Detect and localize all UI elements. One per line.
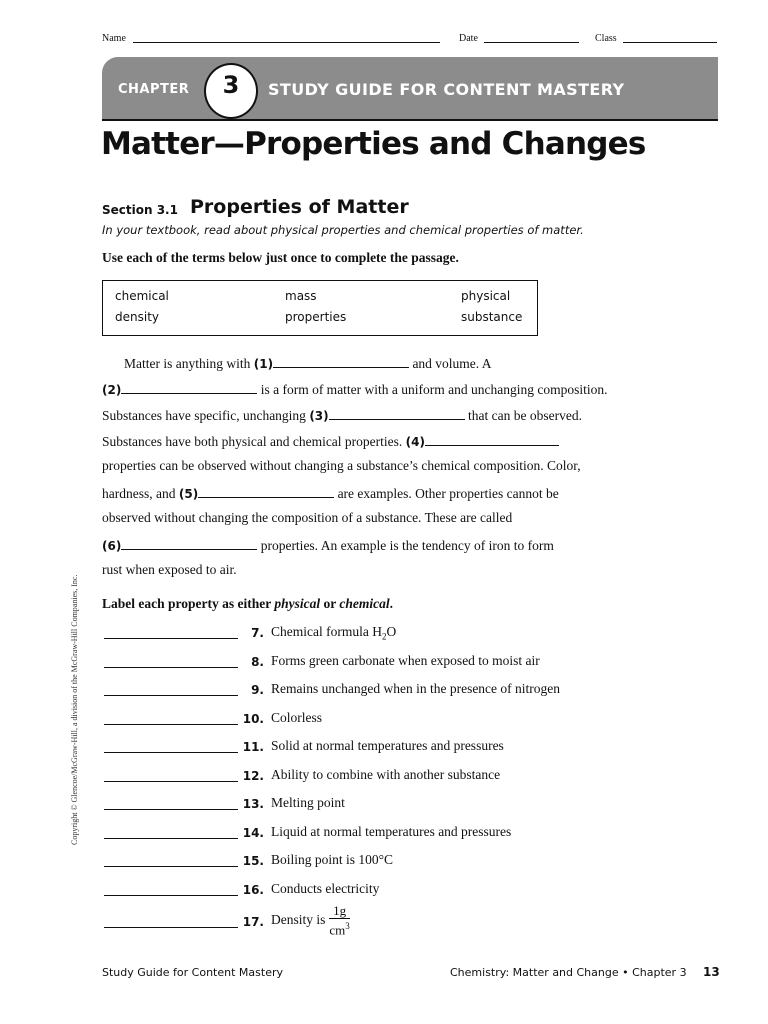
instruction-text: . bbox=[389, 596, 393, 611]
question-number: 13. bbox=[242, 797, 264, 811]
blank-number: (6) bbox=[102, 539, 122, 553]
passage-text: that can be observed. bbox=[468, 408, 582, 423]
term-item: substance bbox=[461, 310, 523, 324]
passage-line bbox=[102, 406, 582, 424]
page-title: Matter—Properties and Changes bbox=[101, 126, 646, 162]
chapter-label: CHAPTER bbox=[118, 82, 190, 97]
class-label: Class bbox=[595, 33, 617, 44]
term-item: density bbox=[115, 310, 159, 324]
term-item: mass bbox=[285, 289, 317, 303]
passage-text: hardness, and bbox=[102, 486, 176, 501]
blank-number: (4) bbox=[405, 435, 425, 449]
answer-line-8[interactable] bbox=[104, 667, 238, 668]
question-number: 10. bbox=[242, 712, 264, 726]
question-text bbox=[271, 624, 396, 642]
formula-subscript: 2 bbox=[381, 631, 387, 642]
question-label: Density is bbox=[271, 912, 326, 928]
question-label: O bbox=[386, 624, 397, 639]
blank-2[interactable] bbox=[121, 380, 257, 394]
answer-line-13[interactable] bbox=[104, 809, 238, 810]
answer-line-12[interactable] bbox=[104, 781, 238, 782]
question-number: 11. bbox=[242, 740, 264, 754]
answer-line-9[interactable] bbox=[104, 695, 238, 696]
passage-line bbox=[102, 536, 554, 554]
blank-5[interactable] bbox=[198, 484, 334, 498]
blank-4[interactable] bbox=[425, 432, 559, 446]
passage-text: Substances have both physical and chemical properties. bbox=[102, 434, 403, 449]
blank-number: (3) bbox=[309, 409, 329, 423]
question-number: 12. bbox=[242, 769, 264, 783]
blank-3[interactable] bbox=[329, 406, 465, 420]
passage-line: observed without changing the composition of a substance. These are called bbox=[102, 510, 513, 525]
option-physical: physical bbox=[274, 596, 321, 611]
answer-line-16[interactable] bbox=[104, 895, 238, 896]
blank-number: (5) bbox=[178, 487, 199, 501]
date-label: Date bbox=[459, 33, 478, 44]
question-text: Ability to combine with another substance bbox=[271, 767, 501, 782]
passage-line bbox=[102, 432, 559, 450]
answer-line-11[interactable] bbox=[104, 752, 238, 753]
question-number: 14. bbox=[242, 826, 264, 840]
question-text: Colorless bbox=[271, 710, 323, 725]
term-item: physical bbox=[461, 289, 511, 303]
question-number: 17. bbox=[242, 915, 264, 929]
instruction-text: Label each property as either bbox=[102, 596, 271, 611]
question-text bbox=[271, 903, 350, 937]
blank-number: (2) bbox=[102, 383, 122, 397]
question-text: Liquid at normal temperatures and pressures bbox=[271, 824, 512, 839]
passage-line: rust when exposed to air. bbox=[102, 562, 237, 577]
name-field[interactable] bbox=[133, 42, 440, 43]
passage-text: is a form of matter with a uniform and unchanging composition. bbox=[260, 382, 608, 397]
question-text: Conducts electricity bbox=[271, 881, 380, 896]
passage-text: and volume. A bbox=[412, 356, 492, 371]
density-fraction bbox=[329, 903, 349, 937]
passage-line bbox=[124, 354, 492, 372]
fraction-denominator-unit: cm bbox=[329, 922, 346, 938]
section-intro: In your textbook, read about physical properties and chemical properties of matter. bbox=[102, 223, 584, 237]
section-number: Section 3.1 bbox=[102, 203, 178, 217]
question-label: Chemical formula H bbox=[271, 624, 382, 639]
passage-text: Substances have specific, unchanging bbox=[102, 408, 306, 423]
term-item: properties bbox=[285, 310, 347, 324]
label-instruction bbox=[102, 596, 393, 612]
fraction-numerator: 1g bbox=[329, 903, 349, 919]
answer-line-10[interactable] bbox=[104, 724, 238, 725]
question-text: Melting point bbox=[271, 795, 345, 810]
blank-1[interactable] bbox=[273, 354, 409, 368]
question-number: 15. bbox=[242, 854, 264, 868]
question-number: 7. bbox=[251, 626, 264, 640]
blank-6[interactable] bbox=[121, 536, 257, 550]
banner-title: STUDY GUIDE FOR CONTENT MASTERY bbox=[268, 80, 625, 99]
date-field[interactable] bbox=[484, 42, 579, 43]
name-label: Name bbox=[102, 33, 126, 44]
question-text: Boiling point is 100°C bbox=[271, 852, 394, 867]
answer-line-7[interactable] bbox=[104, 638, 238, 639]
class-field[interactable] bbox=[623, 42, 717, 43]
chapter-number: 3 bbox=[222, 71, 240, 99]
instruction-text: or bbox=[323, 596, 336, 611]
passage-line: properties can be observed without changing a substance’s chemical composition. Color, bbox=[102, 458, 581, 473]
question-text: Remains unchanged when in the presence of nitrogen bbox=[271, 681, 561, 696]
term-item: chemical bbox=[115, 289, 169, 303]
question-text: Solid at normal temperatures and pressures bbox=[271, 738, 504, 753]
passage-text: properties. An example is the tendency of iron to form bbox=[260, 538, 554, 553]
option-chemical: chemical bbox=[339, 596, 390, 611]
passage-line bbox=[102, 380, 608, 398]
footer-title: Study Guide for Content Mastery bbox=[102, 966, 283, 979]
question-number: 16. bbox=[242, 883, 264, 897]
question-text: Forms green carbonate when exposed to moist air bbox=[271, 653, 540, 668]
passage-line bbox=[102, 484, 559, 502]
question-number: 9. bbox=[251, 683, 264, 697]
section-title: Properties of Matter bbox=[190, 196, 409, 218]
fraction-exponent: 3 bbox=[345, 921, 350, 931]
blank-number: (1) bbox=[253, 357, 274, 371]
fraction-denominator bbox=[329, 919, 349, 937]
passage-instruction: Use each of the terms below just once to complete the passage. bbox=[102, 250, 459, 265]
passage-text: Matter is anything with bbox=[124, 356, 251, 371]
question-number: 8. bbox=[251, 655, 264, 669]
passage-text: are examples. Other properties cannot be bbox=[337, 486, 559, 501]
copyright-notice: Copyright © Glencoe/McGraw-Hill, a division of the McGraw-Hill Companies, Inc. bbox=[70, 574, 79, 845]
answer-line-17[interactable] bbox=[104, 927, 238, 928]
page-number: 13 bbox=[703, 965, 720, 979]
answer-line-14[interactable] bbox=[104, 838, 238, 839]
footer-chapter: Chemistry: Matter and Change • Chapter 3 bbox=[450, 966, 687, 979]
answer-line-15[interactable] bbox=[104, 866, 238, 867]
